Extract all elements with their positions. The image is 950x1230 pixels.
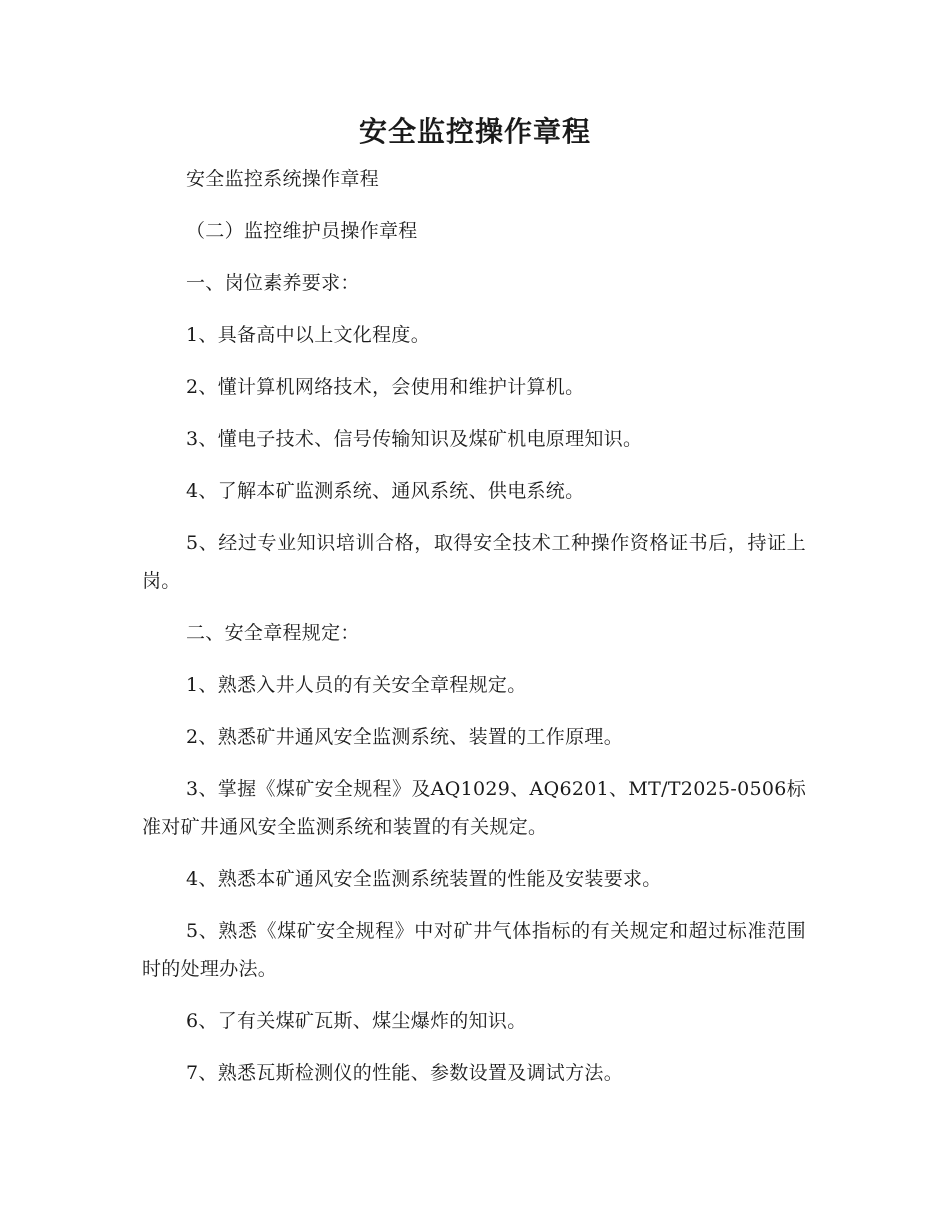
paragraph-item: 3、懂电子技术、信号传输知识及煤矿机电原理知识。 <box>186 428 643 450</box>
paragraph-item: 7、熟悉瓦斯检测仪的性能、参数设置及调试方法。 <box>186 1062 623 1084</box>
paragraph-item: 5、熟悉《煤矿安全规程》中对矿井气体指标的有关规定和超过标准范围时的处理办法。 <box>142 920 806 980</box>
paragraph-item: 1、熟悉入井人员的有关安全章程规定。 <box>186 674 527 696</box>
paragraph-item: 6、了有关煤矿瓦斯、煤尘爆炸的知识。 <box>186 1010 527 1032</box>
paragraph-item: 1、具备高中以上文化程度。 <box>186 324 430 346</box>
paragraph-item: 4、了解本矿监测系统、通风系统、供电系统。 <box>186 480 585 502</box>
document-title: 安全监控操作章程 <box>358 115 591 148</box>
paragraph-heading-requirements: 一、岗位素养要求： <box>186 272 360 294</box>
paragraph-item: 2、熟悉矿井通风安全监测系统、装置的工作原理。 <box>186 726 623 748</box>
paragraph-subtitle: 安全监控系统操作章程 <box>186 168 380 190</box>
paragraph-section-heading: （二）监控维护员操作章程 <box>186 220 418 242</box>
paragraph-heading-rules: 二、安全章程规定： <box>186 622 360 644</box>
paragraph-item: 5、经过专业知识培训合格，取得安全技术工种操作资格证书后，持证上岗。 <box>142 532 806 592</box>
paragraph-item: 2、懂计算机网络技术，会使用和维护计算机。 <box>186 376 585 398</box>
document-body <box>142 164 806 1110</box>
paragraph-item: 4、熟悉本矿通风安全监测系统装置的性能及安装要求。 <box>186 868 662 890</box>
paragraph-item: 3、掌握《煤矿安全规程》及AQ1029、AQ6201、MT/T2025-0506标准对矿井通风安全监测系统和装置的有关规定。 <box>142 778 806 838</box>
